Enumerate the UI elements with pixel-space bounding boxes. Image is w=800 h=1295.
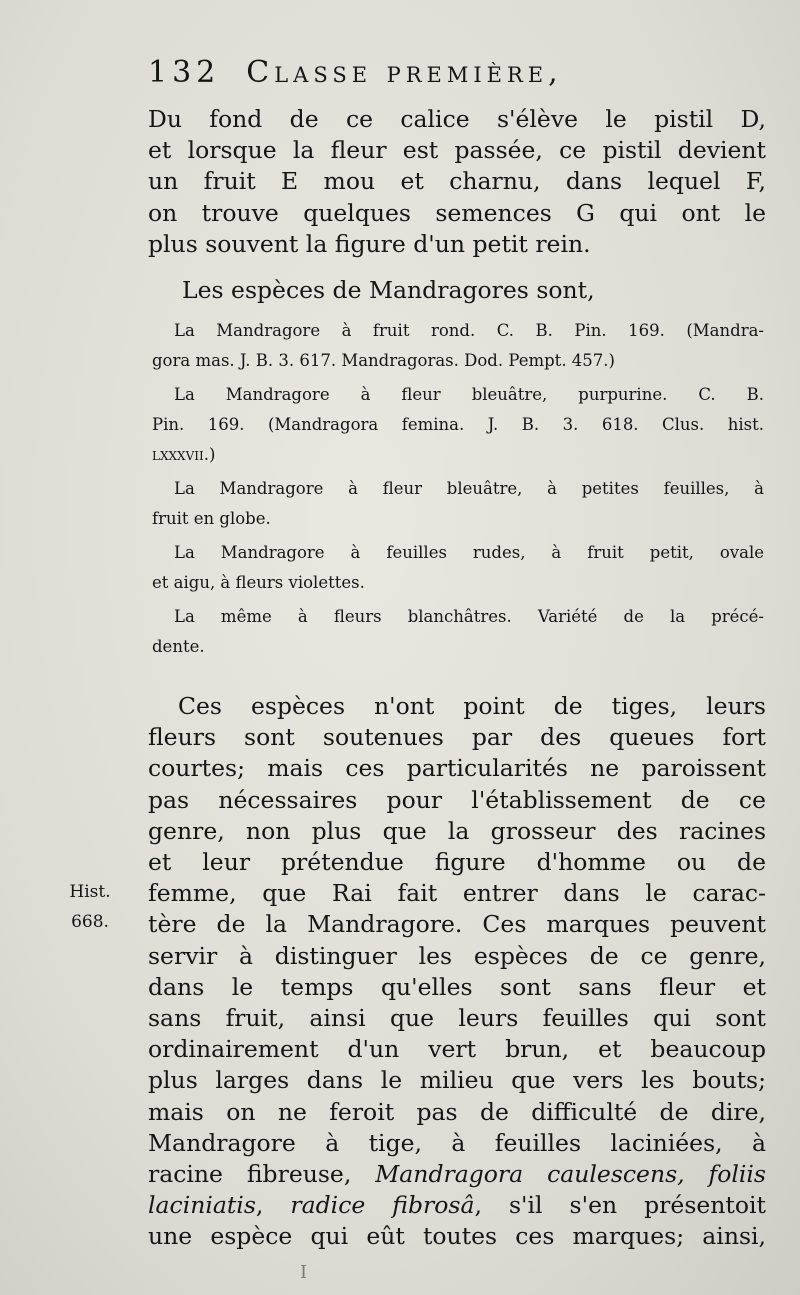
text-line: un fruit E mou et charnu, dans lequel F, [148, 167, 766, 196]
species-list [152, 316, 764, 662]
latin-name: laciniatis [148, 1191, 256, 1220]
margin-reference [55, 877, 125, 937]
text-run: , [255, 1191, 291, 1220]
text-line: dente. [152, 637, 205, 656]
species-entry [152, 316, 764, 376]
text-line: fruit en globe. [152, 509, 271, 528]
margin-note-line: 668. [71, 912, 109, 932]
text-line: Pin. 169. (Mandragora femina. J. B. 3. 618. Clus. hist. [152, 415, 764, 434]
text-line: La Mandragore à fleur bleuâtre, à petites feuilles, à [174, 479, 764, 498]
text-line: Mandragore à tige, à feuilles laciniées, à [148, 1128, 766, 1157]
text-line: femme, que Rai fait entrer dans le carac- [148, 879, 766, 908]
paragraph-pistil [148, 104, 766, 260]
text-line: La Mandragore à fleur bleuâtre, purpurine. C. B. [174, 385, 764, 404]
text-line: on trouve quelques semences G qui ont le [148, 198, 766, 227]
text-line: tère de la Mandragore. Ces marques peuvent [148, 910, 766, 939]
text-line: mais on ne feroit pas de difficulté de dire, [148, 1097, 766, 1126]
text-line: Du fond de ce calice s'élève le pistil D, [148, 105, 766, 133]
text-run: , s'il s'en présentoit [474, 1191, 766, 1220]
text-line: lxxxvii.) [152, 445, 216, 464]
text-line: plus larges dans le milieu que vers les bouts; [148, 1066, 766, 1095]
text-line: La Mandragore à feuilles rudes, à fruit petit, ovale [174, 543, 764, 562]
text-line: plus souvent la figure d'un petit rein. [148, 229, 591, 258]
text-line: dans le temps qu'elles sont sans fleur et [148, 972, 766, 1001]
margin-note-line: Hist. [69, 882, 111, 902]
text-line: courtes; mais ces particularités ne paroissent [148, 754, 766, 783]
page-number: 132 [148, 55, 221, 90]
running-header [148, 55, 758, 90]
text-line: La même à fleurs blanchâtres. Variété de la précé- [174, 607, 764, 626]
paragraph-characters [148, 691, 766, 1253]
text-line: Ces espèces n'ont point de tiges, leurs [178, 692, 766, 720]
text-line-latin [148, 1190, 766, 1221]
text-line: La Mandragore à fruit rond. C. B. Pin. 169. (Mandra- [174, 321, 764, 340]
text-line: et aigu, à fleurs violettes. [152, 573, 365, 592]
text-line: servir à distinguer les espèces de ce genre, [148, 941, 766, 970]
text-line: sans fruit, ainsi que leurs feuilles qui sont [148, 1004, 766, 1033]
species-entry [152, 538, 764, 598]
text-line-latin [148, 1159, 766, 1190]
species-entry [152, 602, 764, 662]
text-line: une espèce qui eût toutes ces marques; ainsi, [148, 1222, 766, 1251]
latin-name: Mandragora caulescens, foliis [375, 1160, 766, 1189]
text-line: ordinairement d'un vert brun, et beaucoup [148, 1035, 766, 1064]
text-line: et leur prétendue figure d'homme ou de [148, 848, 766, 877]
signature-mark: I [300, 1262, 308, 1283]
species-heading: Les espèces de Mandragores sont, [182, 276, 595, 304]
species-entry [152, 380, 764, 470]
latin-name: radice fibrosâ [290, 1191, 475, 1220]
text-run: racine fibreuse, [148, 1160, 376, 1189]
text-line: pas nécessaires pour l'établissement de ce [148, 785, 766, 814]
text-line: fleurs sont soutenues par des queues fort [148, 723, 766, 752]
text-line: et lorsque la fleur est passée, ce pistil devient [148, 136, 766, 165]
text-line: gora mas. J. B. 3. 617. Mandragoras. Dod. Pempt. 457.) [152, 351, 615, 370]
running-title: Classe première, [246, 55, 563, 90]
species-entry [152, 474, 764, 534]
text-line: genre, non plus que la grosseur des racines [148, 816, 766, 845]
